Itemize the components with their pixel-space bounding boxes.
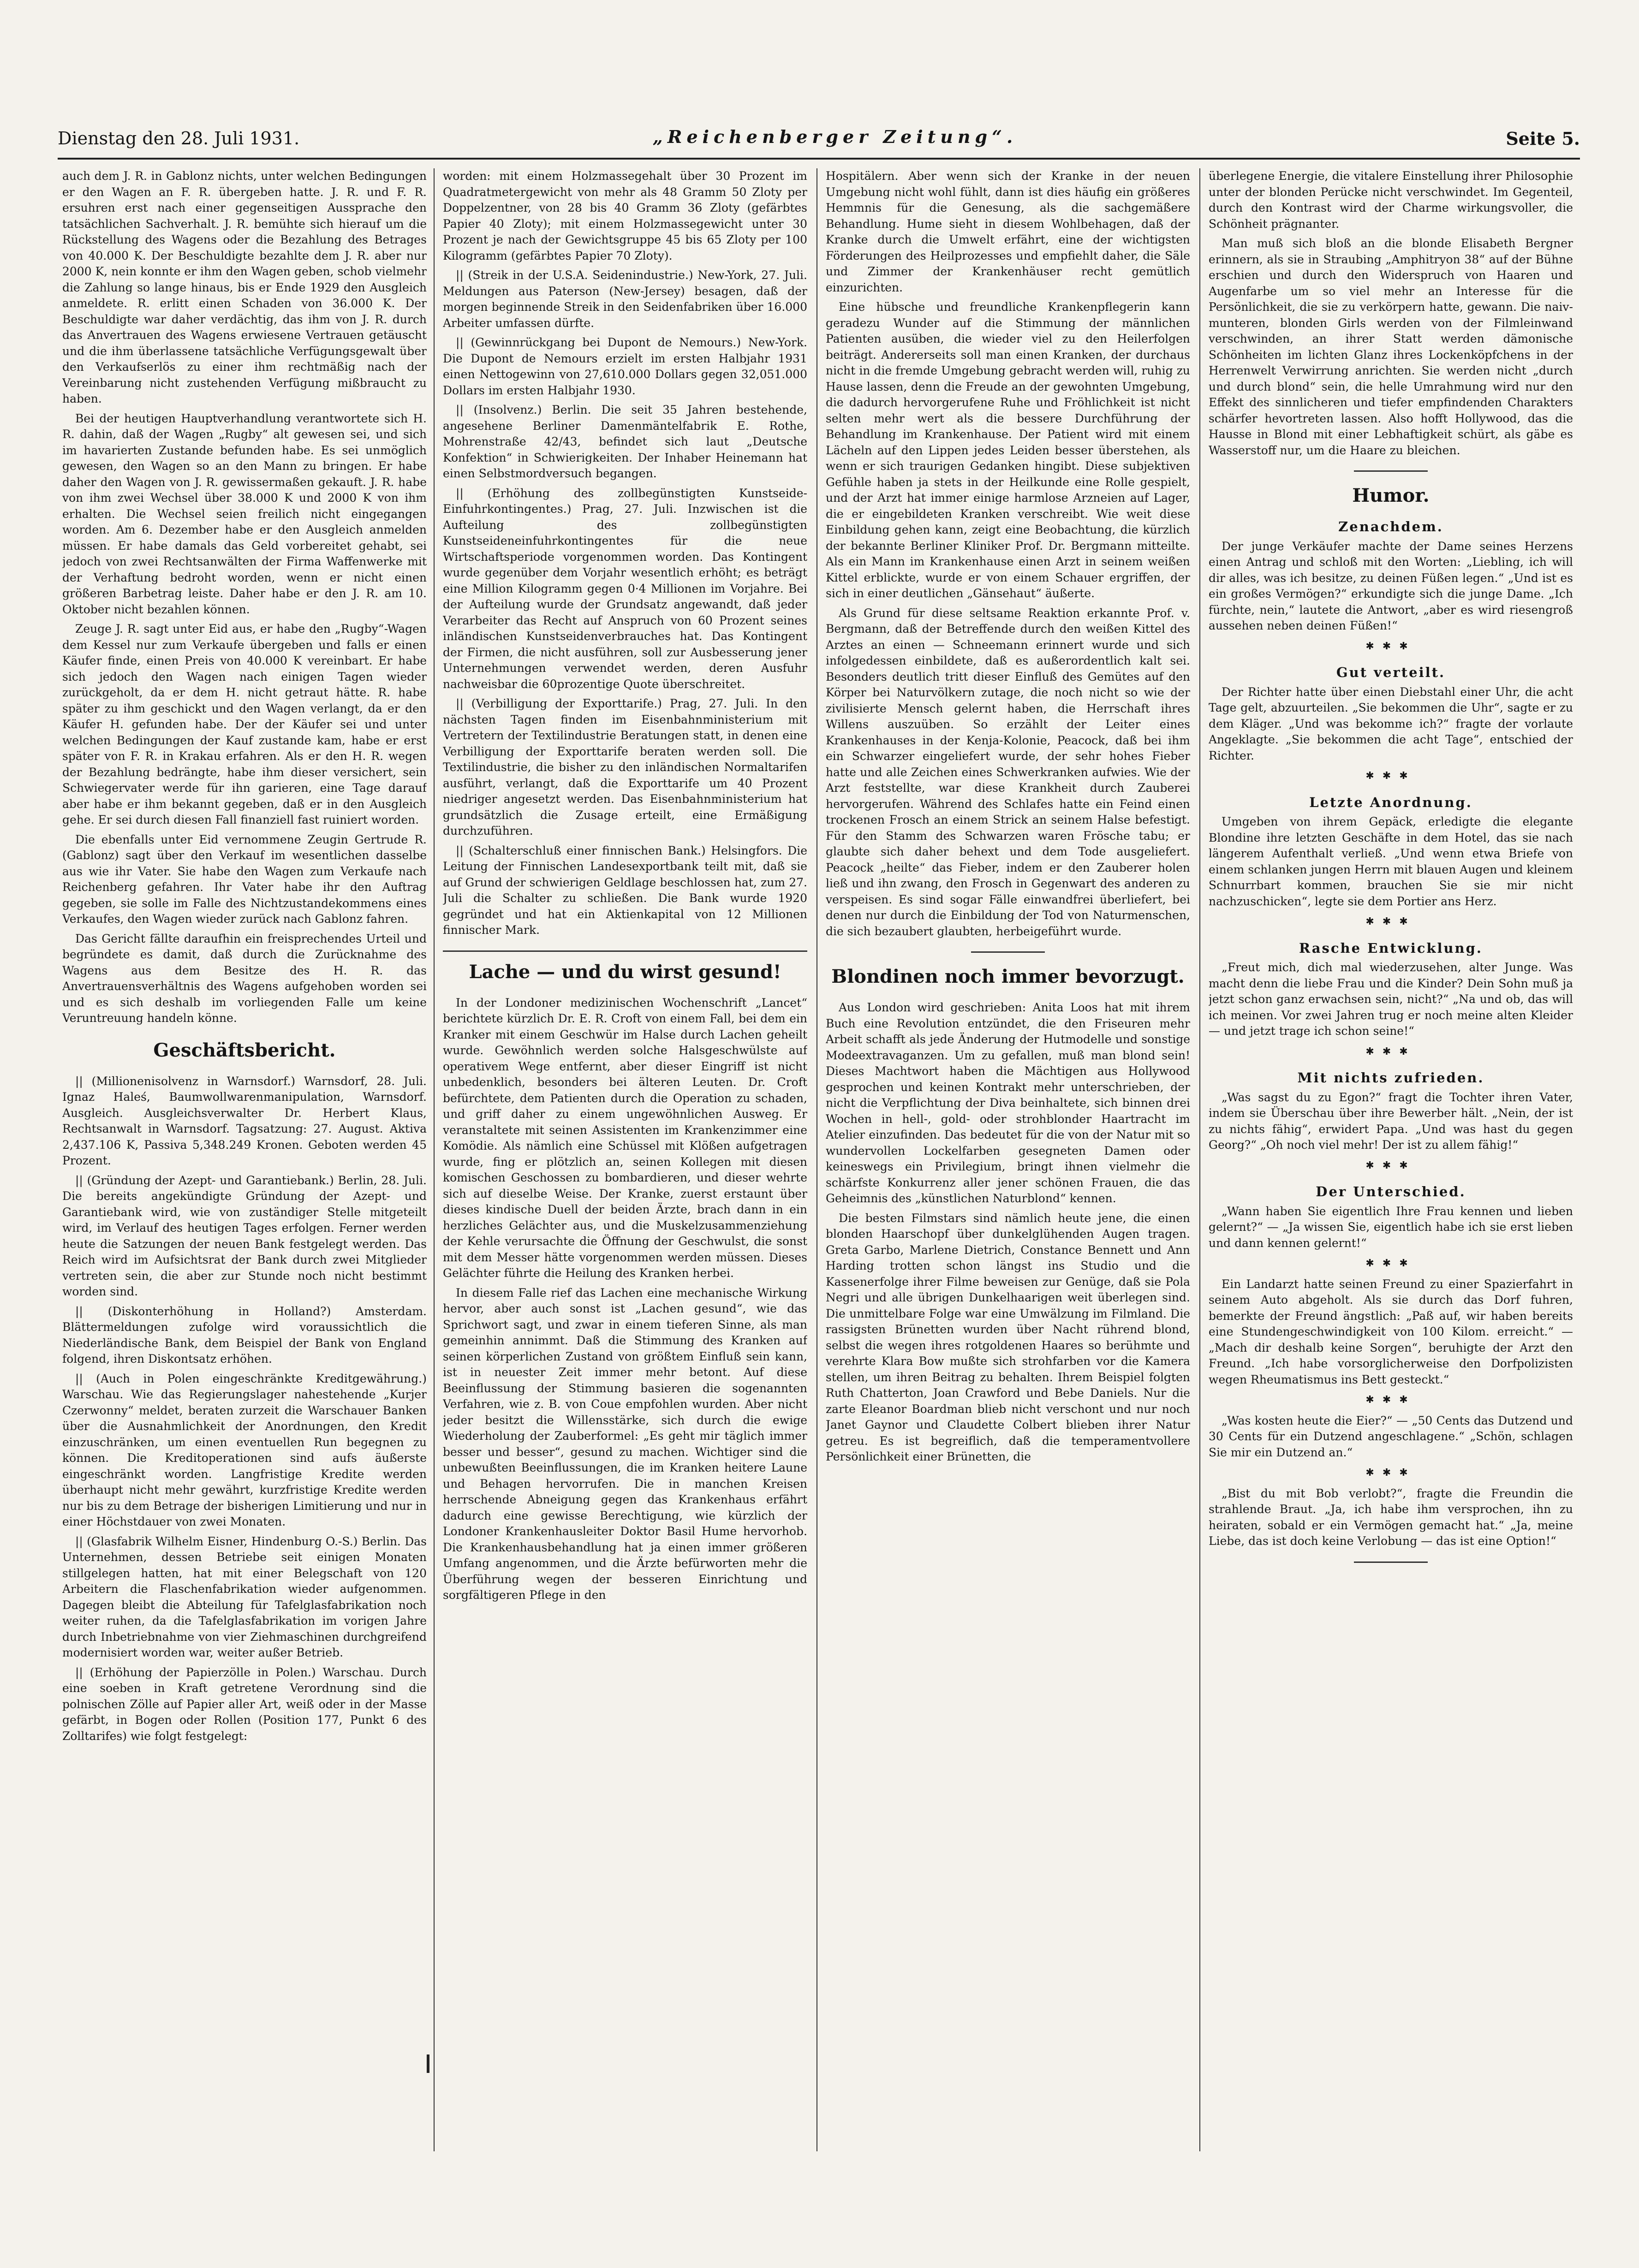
business-item: || (Glasfabrik Wilhelm Eisner, Hindenburg O.-S.) Berlin. Das Unternehmen, dessen Betriebe seit einigen Monaten stillgelegen hatten, hat mit einer Belegschaft von 120 Arbeitern die Flaschenfabrikation wieder aufgenommen. Dagegen bleibt die Abteilung für Tafelglasfabrikation noch weiter ruhen, da die Tafelglasfabrikation im vorigen Jahre durch Inbetriebnahme von vier Ziehmaschinen durchgreifend modernisiert worden war, weiter außer Betrieb. [62,1534,427,1659]
article-paragraph: In diesem Falle rief das Lachen eine mechanische Wirkung hervor, aber auch sonst ist „Lachen gesund“, wie das Sprichwort sagt, und zwar in einem tieferen Sinne, als man gemeinhin annimmt. Daß die Stimmung des Kranken auf seinen körperlichen Zustand von größtem Einfluß sein kann, ist in neuester Zeit immer mehr betont. Auf diese Beeinflussung der Stimmung basieren die sogenannten Verfahren, wie z. B. von Coue empfohlen wurden. Aber nicht jeder besitzt die Willensstärke, sich durch die ewige Wiederholung der Zauberformel: „Es geht mir täglich immer besser und besser“, gesund zu machen. Wichtiger sind die unbewußten Beeinflussungen, die im Kranken heitere Laune und Behagen hervorrufen. Die in manchen Kreisen herrschende Abneigung gegen das Krankenhaus erfährt dadurch eine gewisse Berechtigung, wie kürzlich der Londoner Krankenhausleiter Doktor Basil Hume hervorhob. Die Krankenhausbehandlung hat ja einen immer größeren Umfang angenommen, und die Ärzte befürworten mehr die Überführung wegen der besseren Einrichtung und sorgfältigeren Pflege in den [443,1286,807,1602]
business-item: || (Millionenisolvenz in Warnsdorf.) Warnsdorf, 28. Juli. Ignaz Haleś, Baumwollwarenmanipulation, Warnsdorf. Ausgleich. Ausgleichsverwalter Dr. Herbert Klaus, Rechtsanwalt in Warnsdorf. Tagsatzung: 27. August. Aktiva 2,437.106 K, Passiva 5,348.249 Kronen. Geboten werden 45 Prozent. [62,1074,427,1167]
joke-text: Umgeben von ihrem Gepäck, erledigte die elegante Blondine ihre letzten Geschäfte in dem Hotel, das sie nach längerem Aufenthalt verließ. „Und wenn etwa Briefe von einem schlanken jungen Herrn mit blauen Augen und kleinem Schnurrbart kommen, brauchen Sie sie mir nicht nachzuschicken“, legte sie dem Portier ans Herz. [1209,815,1573,908]
joke-text: Der Richter hatte über einen Diebstahl einer Uhr, die acht Tage gelt, abzuurteilen. „Sie bekommen die Uhr“, sagte er zu dem Kläger. „Und was bekomme ich?“ fragte der vorlaute Angeklagte. „Sie bekommen die acht Tage“, entschied der Richter. [1209,685,1573,762]
joke-text: „Was sagst du zu Egon?“ fragt die Tochter ihren Vater, indem sie Überschau über ihre Bewerber hält. „Nein, der ist zu nichts fähig“, erwidert Papa. „Und was hast du gegen Georg?“ „Oh noch viel mehr! Der ist zu allem fähig!“ [1209,1090,1573,1152]
joke-text: „Wann haben Sie eigentlich Ihre Frau kennen und lieben gelernt?“ — „Ja wissen Sie, eigentlich habe ich sie erst lieben und dann kennen gelernt!“ [1209,1204,1573,1250]
column-rule [434,168,435,2151]
article-paragraph: Eine hübsche und freundliche Krankenpflegerin kann geradezu Wunder auf die Stimmung der männlichen Patienten ausüben, die wieder viel zu den Heilerfolgen beiträgt. Andererseits soll man einen Kranken, der durchaus nicht in die fremde Umgebung gebracht werden will, ruhig zu Hause lassen, denn die Freude an der gewohnten Umgebung, die dadurch hervorgerufene Ruhe und Fröhlichkeit ist nicht selten mehr wert als die bessere Durchführung der Behandlung im Krankenhause. Der Patient wird mit einem Lächeln auf den Lippen jedes Leiden besser überstehen, als wenn er sich traurigen Gedanken hingibt. Diese subjektiven Gefühle haben ja stets in der Heilkunde eine Rolle gespielt, und der Arzt hat immer einige harmlose Arzneien auf Lager, die er eingebildeten Kranken verschreibt. Wie weit diese Einbildung gehen kann, zeigt eine Beobachtung, die kürzlich der bekannte Berliner Kliniker Prof. Dr. Bergmann mitteilte. Als ein Mann im Krankenhause einen Arzt in seinem weißen Kittel erblickte, wurde er von einem Schauer ergriffen, der sich in einer deutlichen „Gänsehaut“ äußerte. [826,300,1190,600]
article-headline: Blondinen noch immer bevorzugt. [831,966,1185,987]
business-item: || (Gründung der Azept- und Garantiebank.) Berlin, 28. Juli. Die bereits angekündigte Gründung der Azept- und Garantiebank wird, wie von zuständiger Stelle mitgeteilt wird, im Verlauf des heutigen Tages erfolgen. Ferner werden heute die Satzungen der neuen Bank festgelegt werden. Das Reich wird im Aufsichtsrat der Bank durch zwei Mitglieder vertreten sein, die aber zur Stunde noch nicht bestimmt worden sind. [62,1173,427,1298]
star-divider: ✱✱✱ [1365,1394,1416,1406]
star-divider: ✱✱✱ [1365,1258,1416,1269]
separator-rule [971,951,1045,953]
joke-title: Gut verteilt. [1336,665,1446,680]
section-heading: Humor. [1352,485,1430,506]
article-paragraph: überlegene Energie, die vitalere Einstellung ihrer Philosophie unter der blonden Perücke nicht verschwindet. Im Gegenteil, durch den Kontrast wird der Charme wirkungsvoller, die Schönheit prägnanter. [1209,169,1573,231]
article-paragraph: Das Gericht fällte daraufhin ein freisprechendes Urteil und begründete es damit, daß durch die Zurücknahme des Wagens aus dem Besitze des H. R. das Anvertrauensverhältnis des Wagens aufgehoben worden sei und es sich deshalb im vorliegenden Falle um keine Veruntreuung handeln könne. [62,932,427,1025]
masthead [58,125,1580,160]
star-divider: ✱✱✱ [1365,1467,1416,1478]
article-paragraph: Die ebenfalls unter Eid vernommene Zeugin Gertrude R. (Gablonz) sagt über den Verkauf im wesentlichen dasselbe aus wie ihr Vater. Sie habe den Wagen zum Verkaufe nach Reichenberg gefahren. Ihr Vater habe ihr den Auftrag gegeben, sie solle im Falle des Nichtzustandekommens eines Verkaufes, den Wagen wieder zurück nach Gablonz fahren. [62,832,427,926]
business-item: || (Erhöhung der Papierzölle in Polen.) Warschau. Durch eine soeben in Kraft getretene Verordnung sind die polnischen Zölle auf Papier aller Art, weiß oder in der Masse gefärbt, in Bogen oder Rollen (Position 177, Punkt 6 des Zolltarifes) wie folgt festgelegt: [62,1665,427,1743]
margin-mark [427,2054,429,2073]
page-number: Seite 5. [1506,128,1580,149]
newspaper-title: „Reichenberger Zeitung“. [653,126,1018,147]
separator-rule [1354,1561,1428,1563]
joke-text: Ein Landarzt hatte seinen Freund zu einer Spazierfahrt in seinem Auto abgeholt. Als sie durch das Dorf fuhren, bemerkte der Freund ängstlich: „Paß auf, wir haben bereits eine Stundengeschwindigkeit von 100 Kilom. erreicht.“ — „Mach dir deshalb keine Sorgen“, beruhigte der Arzt den Freund. „Ich habe vorsorglicherweise den Dorfpolizisten wegen Rheumatismus ins Bett gesteckt.“ [1209,1277,1573,1386]
business-item: || (Verbilligung der Exporttarife.) Prag, 27. Juli. In den nächsten Tagen finden im Eisenbahnministerium mit Vertretern der Textilindustrie Beratungen statt, in denen eine Verbilligung der Exporttarife beraten werden soll. Die Textilindustrie, die bisher zu den inländischen Normaltarifen ausführt, verlangt, daß die Exporttarife um 40 Prozent niedriger angesetzt werden. Das Eisenbahnministerium hat grundsätzlich die Zusage erteilt, eine Ermäßigung durchzuführen. [443,697,807,837]
column-3 [826,168,1190,2151]
joke-title: Der Unterschied. [1316,1184,1466,1199]
star-divider: ✱✱✱ [1365,916,1416,927]
star-divider: ✱✱✱ [1365,770,1416,782]
article-paragraph: In der Londoner medizinischen Wochenschrift „Lancet“ berichtete kürzlich Dr. E. R. Croft von einem Fall, bei dem ein Kranker mit einem Geschwür im Halse durch Lachen geheilt wurde. Gewöhnlich werden solche Halsgeschwülste auf operativem Wege entfernt, aber dieser Eingriff ist nicht unbedenklich, besonders bei älteren Leuten. Dr. Croft befürchtete, dem Patienten durch die Operation zu schaden, und griff daher zu einem ungewöhnlichen Ausweg. Er veranstaltete mit seinen Assistenten im Krankenzimmer eine Komödie. Als nämlich eine Schüssel mit Klößen aufgetragen wurde, fing er plötzlich an, seinen Kollegen mit diesen komischen Geschossen zu bombardieren, und dieser wehrte sich auf dieselbe Weise. Der Kranke, zuerst erstaunt über dieses kindische Duell der beiden Ärzte, brach dann in ein herzliches Gelächter aus, und die Muskelzusammenziehung der Kehle verursachte die Öffnung der Geschwulst, die sonst mit dem Messer hätte vorgenommen werden müssen. Dieses Gelächter führte die Heilung des Kranken herbei. [443,996,807,1280]
star-divider: ✱✱✱ [1365,640,1416,652]
business-item: || (Erhöhung des zollbegünstigten Kunstseide-Einfuhrkontingentes.) Prag, 27. Juli. Inzwischen ist die Aufteilung des zollbegünstigten Kunstseideneinfuhrkontingentes für die neue Wirtschaftsperiode vorgenommen worden. Das Kontingent wurde gegenüber dem Vorjahr wesentlich erhöht; es beträgt eine Million Kilogramm gegen 0·4 Millionen im Vorjahre. Bei der Aufteilung wurde der Grundsatz angewandt, daß jeder Verarbeiter das Recht auf Anspruch von 60 Prozent seines inländischen Kunstseidenverbrauches hat. Das Kontingent der Firmen, die nicht ausführen, soll zur Ausbesserung jener Unternehmungen verwendet werden, deren Ausfuhr nachweisbar die 60prozentige Quote überschreitet. [443,486,807,691]
column-2 [443,168,807,2151]
business-item: || (Gewinnrückgang bei Dupont de Nemours.) New-York. Die Dupont de Nemours erzielt im ersten Halbjahr 1931 einen Nettogewinn von 27,610.000 Dollars gegen 32,051.000 Dollars im ersten Halbjahr 1930. [443,336,807,397]
column-1 [62,168,427,2151]
article-paragraph: worden: mit einem Holzmassegehalt über 30 Prozent im Quadratmetergewicht von mehr als 48 Gramm 50 Zloty per Doppelzentner, von 28 bis 40 Gramm 36 Zloty (gefärbtes Papier 40 Zloty); mit einem Holzmassegewicht unter 30 Prozent je nach der Gewichtsgruppe 45 bis 65 Zloty per 100 Kilogramm (gefärbtes Papier 70 Zloty). [443,169,807,262]
business-item: || (Schalterschluß einer finnischen Bank.) Helsingfors. Die Leitung der Finnischen Landesexportbank teilt mit, daß sie auf Grund der schwierigen Geldlage beschlossen hat, zum 27. Juli die Schalter zu schließen. Die Bank wurde 1920 gegründet und hat ein Aktienkapital von 12 Millionen finnischer Mark. [443,843,807,937]
issue-date: Dienstag den 28. Juli 1931. [58,128,300,148]
business-item: || (Streik in der U.S.A. Seidenindustrie.) New-York, 27. Juli. Meldungen aus Paterson (New-Jersey) besagen, daß der morgen beginnende Streik in den Seidenfabriken über 16.000 Arbeiter umfassen dürfte. [443,268,807,330]
article-headline: Lache — und du wirst gesund! [443,950,807,984]
article-paragraph: Zeuge J. R. sagt unter Eid aus, er habe den „Rugby“-Wagen dem Kessel nur zum Verkaufe übergeben und falls er einen Käufer finde, einen Preis von 40.000 K vereinbart. Er habe sich jedoch den Wagen nach einigen Tagen wieder zurückgeholt, da er dem H. nicht getraut hätte. R. habe später zu ihm geschickt und den Wagen verlangt, da er den Käufer H. gefunden habe. Der der Käufer sei und unter welchen Bedingungen der Kauf zustande kam, habe er erst später von F. R. in Krakau erfahren. Als er den H. R. wegen der Bezahlung bedrängte, habe ihm dieser versichert, sein Schwiegervater werde für ihn garieren, eine Tage darauf aber habe er ihm bekannt gegeben, daß er in den Ausgleich gehe. Er sei durch diesen Fall finanziell fast ruiniert worden. [62,622,427,826]
joke-text: „Was kosten heute die Eier?“ — „50 Cents das Dutzend und 30 Cents für ein Dutzend angeschlagene.“ „Schön, schlagen Sie mir ein Dutzend an.“ [1209,1413,1573,1459]
column-4 [1209,168,1573,2151]
joke-title: Rasche Entwicklung. [1299,940,1483,956]
business-item: || (Diskonterhöhung in Holland?) Amsterdam. Blättermeldungen zufolge wird voraussichtlich die Niederländische Bank, dem Beispiel der Bank von England folgend, ihren Diskontsatz erhöhen. [62,1304,427,1366]
business-item: || (Auch in Polen eingeschränkte Kreditgewährung.) Warschau. Wie das Regierungslager nahestehende „Kurjer Czerwonny“ meldet, beraten zurzeit die Warschauer Banken über die Ausnahmlichkeit der Anordnungen, den Kredit einzuschränken, um einen eventuellen Run begegnen zu können. Die Kreditoperationen sind aufs äußerste eingeschränkt worden. Langfristige Kredite werden überhaupt nicht mehr gewährt, kurzfristige Kredite werden nur bis zu dem Betrage der bisherigen Limitierung und nur in einer Höchstdauer von zwei Monaten. [62,1371,427,1528]
article-paragraph: Aus London wird geschrieben: Anita Loos hat mit ihrem Buch eine Revolution entzündet, die den Friseuren mehr Arbeit schafft als jede Änderung der Hutmodelle und sonstige Modeextravaganzen. Um zu gefallen, muß man blond sein! Dieses Machtwort haben die Mächtigen aus Hollywood gesprochen und keinen Kontrakt mehr unterschrieben, der nicht die Verpflichtung der Diva beinhaltete, sich binnen drei Wochen in hell-, gold- oder strohblonder Haartracht im Atelier einzufinden. Das bedeutet für die von der Natur mit so wundervollen Lockelfarben gesegneten Damen oder keineswegs ein Privilegium, bringt ihnen vielmehr die schärfste Konkurrenz aller jener schönen Frauen, die das Geheimnis des „künstlichen Naturblond“ kennen. [826,1001,1190,1205]
joke-title: Zenachdem. [1338,519,1443,534]
section-heading: Geschäftsbericht. [153,1039,336,1061]
article-paragraph: Bei der heutigen Hauptverhandlung verantwortete sich H. R. dahin, daß der Wagen „Rugby“ alt gewesen sei, und sich im havarierten Zustande befunden habe. Es sei unmöglich gewesen, den Wagen so an den Mann zu bringen. Er habe daher den Wagen von J. R. gewissermaßen gekauft. J. R. habe von ihm zwei Wechsel über 38.000 K und 2000 K von ihm erhalten. Die Wechsel seien freilich nicht eingegangen worden. Am 6. Dezember habe er den Ausgleich anmelden müssen. Er habe damals das Geld vorbereitet gehabt, sei jedoch von zwei Rechtsanwälten der Firma Waffenwerke mit der Verhaftung bedroht worden, wenn er nicht einen größeren Barbetrag leiste. Daher habe er den J. R. am 10. Oktober nicht bezahlen können. [62,411,427,616]
joke-text: „Freut mich, dich mal wiederzusehen, alter Junge. Was macht denn die liebe Frau und die Kinder? Dein Sohn muß ja jetzt schon ganz erwachsen sein, nicht?“ „Na und ob, das will ich meinen. Vor zwei Jahren trug er noch meine alten Kleider — und jetzt trage ich schon seine!“ [1209,961,1573,1038]
star-divider: ✱✱✱ [1365,1159,1416,1171]
article-paragraph: Als Grund für diese seltsame Reaktion erkannte Prof. v. Bergmann, daß der Betreffende durch den weißen Kittel des Arztes an einen — Schneemann erinnert wurde und sich infolgedessen einbildete, daß es außerordentlich kalt sei. Besonders deutlich tritt dieser Einfluß des Gemütes auf den Körper bei Naturvölkern zutage, die noch nicht so wie der zivilisierte Mensch gelernt haben, die Herrschaft ihres Willens auszuüben. So erzählt der Leiter eines Krankenhauses in der Kenja-Kolonie, Peacock, daß bei ihm ein Schwarzer eingeliefert wurde, der sehr hohes Fieber hatte und alle Zeichen eines Schwerkranken aufwies. Wie der Arzt feststellte, war diese Krankheit durch Zauberei hervorgerufen. Während des Schlafes hatte ein Feind einen trockenen Frosch an einem Strick an seinem Halse befestigt. Für den Stamm des Schwarzen waren Frösche tabu; er glaubte sich daher behext und dem Tode ausgeliefert. Peacock „heilte“ das Fieber, indem er den Zauberer holen ließ und ihn zwang, den Frosch in Gegenwart des anderen zu verspeisen. Es sind sogar Fälle einwandfrei überliefert, bei denen nur durch die Einbildung der Tod von Naturmenschen, die sich bezaubert glaubten, herbeigeführt wurde. [826,606,1190,938]
joke-text: Der junge Verkäufer machte der Dame seines Herzens einen Antrag und schloß mit den Worten: „Liebling, ich will dir alles, was ich besitze, zu deinen Füßen legen.“ „Und ist es ein großes Vermögen?“ erkundigte sich die junge Dame. „Ich fürchte, nein,“ lautete die Antwort, „aber es wird riesengroß aussehen neben deinen Füßen!“ [1209,539,1573,632]
article-paragraph: Die besten Filmstars sind nämlich heute jene, die einen blonden Haarschopf über dunkelglühenden Augen tragen. Greta Garbo, Marlene Dietrich, Constance Bennett und Ann Harding trotten schon längst ins Studio und die Kassenerfolge ihrer Filme beweisen zur Genüge, daß sie Pola Negri und alle übrigen Dunkelhaarigen weit überlegen sind. Die unmittelbare Folge war eine Umwälzung im Filmland. Die rassigsten Brünetten wurden über Nacht rührend blond, selbst die wegen ihres rotgoldenen Haares so berühmte und verehrte Klara Bow mußte sich strohfarben vor die Kamera stellen, um ihren Beitrag zu behalten. Ihrem Beispiel folgten Ruth Chatterton, Joan Crawford und Bebe Daniels. Nur die zarte Eleanor Boardman blieb nicht verschont und nur noch Janet Gaynor und Claudette Colbert blieben ihrer Natur getreu. Es ist begreiflich, daß die temperamentvollere Persönlichkeit einer Brünetten, die [826,1211,1190,1463]
separator-rule [1354,470,1428,472]
joke-text: „Bist du mit Bob verlobt?“, fragte die Freundin die strahlende Braut. „Ja, ich habe ihm versprochen, ihn zu heiraten, sobald er ein Vermögen gemacht hat.“ „Ja, meine Liebe, das ist doch keine Verlobung — das ist eine Option!“ [1209,1486,1573,1548]
joke-title: Mit nichts zufrieden. [1297,1070,1484,1086]
star-divider: ✱✱✱ [1365,1045,1416,1057]
article-paragraph: Hospitälern. Aber wenn sich der Kranke in der neuen Umgebung nicht wohl fühlt, dann ist dies häufig ein größeres Hemmnis für die Genesung, als die sachgemäßere Behandlung. Hume sieht in diesem Wohlbehagen, daß der Kranke durch die Umwelt erfährt, eine der wichtigsten Förderungen des Heilprozesses und empfiehlt daher, die Säle und Zimmer der Krankenhäuser recht gemütlich einzurichten. [826,169,1190,294]
joke-title: Letzte Anordnung. [1309,794,1472,810]
column-rule [1199,168,1200,2151]
article-paragraph: auch dem J. R. in Gablonz nichts, unter welchen Bedingungen er den Wagen an F. R. übergeben hatte. J. R. und F. R. ersuhren erst nach einer gegenseitigen Aussprache den tatsächlichen Sachverhalt. J. R. bemühte sich hierauf um die Rückstellung des Wagens oder die Bezahlung des Betrages von 40.000 K. Der Beschuldigte bezahlte dem J. R. aber nur 2000 K, nein konnte er ihm den Wagen geben, schob vielmehr die Zahlung so lange hinaus, bis er Ende 1929 den Ausgleich anmeldete. R. erlitt einen Schaden von 36.000 K. Der Beschuldigte war daher verdächtig, das ihm von J. R. durch das Anvertrauen des Wagens erwiesene Vertrauen getäuscht und die ihm überlassene tatsächliche Verfügungsgewalt über den Verkaufserlös zu einer ihm rechtmäßig nach der Vereinbarung nicht zustehenden Verfügung mißbraucht zu haben. [62,169,427,405]
article-paragraph: Man muß sich bloß an die blonde Elisabeth Bergner erinnern, als sie in Straubing „Amphitryon 38“ auf der Bühne erschien und durch den Widerspruch von Haaren und Augenfarbe um so viel mehr an Interesse für die Persönlichkeit, die sie zu verkörpern hatte, gewann. Die naiv-munteren, blonden Girls werden von der Filmleinwand verschwinden, an ihrer Statt werden dämonische Schönheiten im lichten Glanz ihres Lockenköpfchens in der Herrenwelt Verwirrung anrichten. Sie werden nicht „durch und durch blond“ sein, die helle Umrahmung wird nur den Effekt des sinnlicheren und tiefer empfindenden Charakters schärfer hevortreten lassen. Also hofft Hollywood, das die Hausse in Blond mit einer Lebhaftigkeit schürt, als gäbe es Wasserstoff nur, um die Haare zu bleichen. [1209,237,1573,457]
business-item: || (Insolvenz.) Berlin. Die seit 35 Jahren bestehende, angesehene Berliner Damenmäntelfabrik E. Rothe, Mohrenstraße 42/43, befindet sich laut „Deutsche Konfektion“ in Schwierigkeiten. Der Inhaber Heinemann hat einen Selbstmordversuch begangen. [443,403,807,480]
